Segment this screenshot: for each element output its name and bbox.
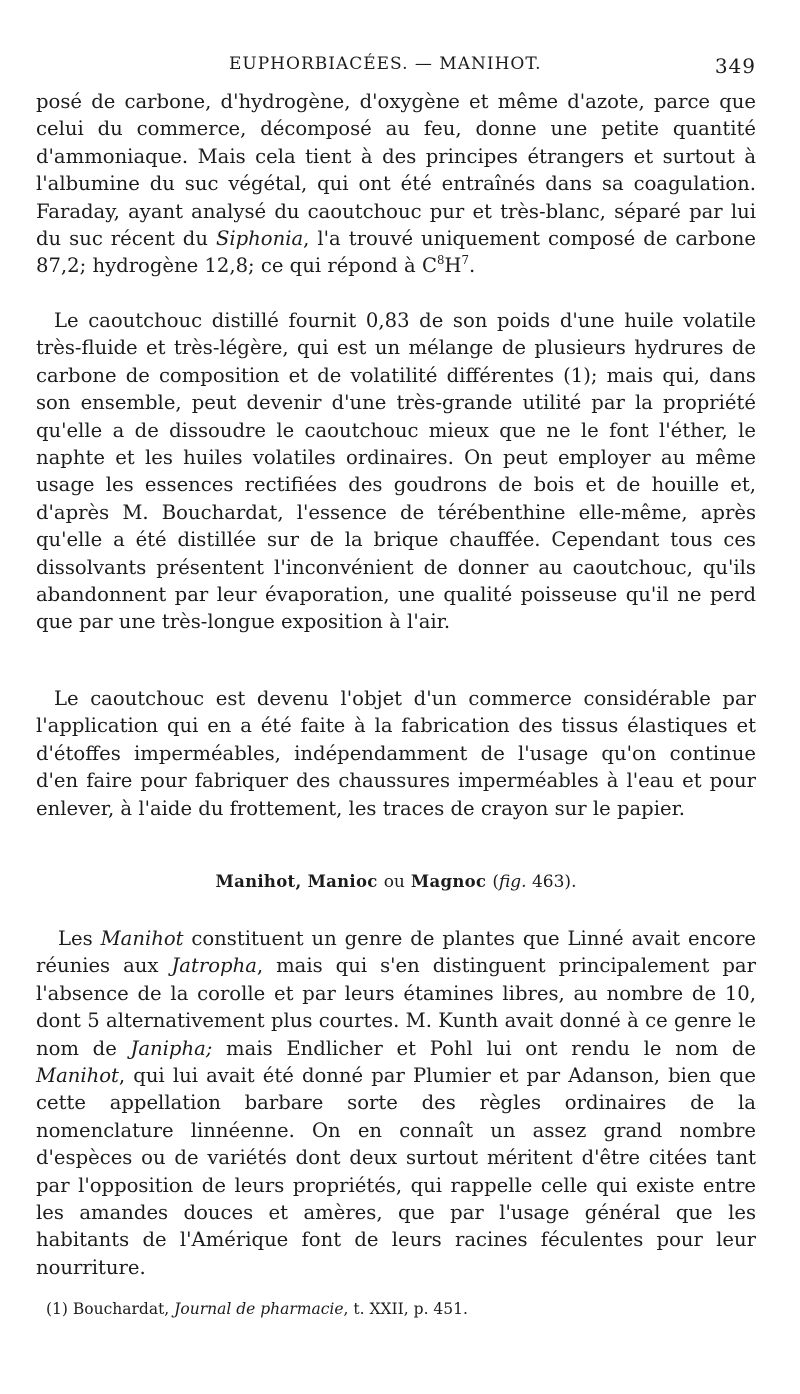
- italic-genus: Janipha;: [130, 1036, 213, 1060]
- running-title: EUPHORBIACÉES. — MANIHOT.: [229, 54, 542, 74]
- text-run: constituent un genre de plantes que Linné avait encore réunies aux: [36, 927, 757, 978]
- paragraph-caoutchouc-commerce: Le caoutchouc est devenu l'objet d'un commerce considérable par l'application qui en a été faite à la fabrication des tissus élastiques et d'étoffes imperméables, indépendamment de l'usage qu'on continue d'en faire pour fabriquer des chaussures imperméables à l'eau et pour enlever, à l'aide du frottement, les traces de crayon sur le papier.: [36, 687, 756, 820]
- figure-reference: [492, 872, 576, 892]
- text-run: mais Endlicher et Pohl lui ont rendu le nom de: [212, 1036, 757, 1060]
- footnote-journal: Journal de pharmacie: [174, 1300, 344, 1318]
- paren: (: [492, 872, 499, 892]
- italic-genus: Jatropha: [171, 954, 257, 978]
- heading-connector: ou: [383, 872, 405, 892]
- text-run: Les: [58, 927, 101, 950]
- footnote-author: Bouchardat,: [67, 1300, 175, 1318]
- italic-genus: Manihot: [36, 1064, 119, 1088]
- running-header: [36, 50, 756, 80]
- text-run: .: [469, 254, 476, 278]
- heading-manioc: Manioc: [307, 872, 378, 891]
- subscript-hydrogen: 7: [461, 253, 469, 268]
- section-heading: [36, 870, 756, 892]
- text-run: , mais qui s'en distinguent principalement par l'absence de la corolle et par leurs étamines libres, au nombre de 10, dont 5 alternativement plus courtes. M. Kunth avait donné à ce genre le nom de: [36, 954, 756, 1060]
- footnote-citation: , t. XXII, p. 451.: [343, 1300, 468, 1318]
- heading-manihot: Manihot,: [215, 872, 302, 891]
- text-run: , qui lui avait été donné par Plumier et par Adanson, bien que cette appellation barbare sorte des règles ordinaires de la nomenclature linnéenne. On en connaît un assez grand nombre d'espèces ou de variétés dont deux surtout méritent d'être citées tant par l'opposition de leurs propriétés, qui rappelle celle qui existe entre les amandes douces et amères, que par l'usage général que les habitants de l'Amérique font de leurs racines féculentes pour leur nourriture.: [36, 1064, 756, 1279]
- text-run: , l'a trouvé uniquement composé de carbone 87,2; hydrogène 12,8; ce qui répond à C: [36, 227, 756, 278]
- paragraph-manihot-genus: [36, 925, 756, 1281]
- book-page: [36, 0, 756, 1394]
- page-number: 349: [714, 54, 756, 78]
- figure-number: 463).: [531, 872, 577, 892]
- italic-genus: Siphonia: [215, 227, 304, 251]
- paragraph-caoutchouc-composition: [36, 88, 756, 280]
- subscript-carbon: 8: [436, 253, 445, 268]
- text-run: H: [444, 254, 462, 278]
- paragraph-caoutchouc-distillation: Le caoutchouc distillé fournit 0,83 de son poids d'une huile volatile très-fluide et très-légère, qui est un mélange de plusieurs hydrures de carbone de composition et de volatilité différentes (1); mais qui, dans son ensemble, peut devenir d'une très-grande utilité par la propriété qu'elle a de dissoudre le caoutchouc mieux que ne le font l'éther, le naphte et les huiles volatiles ordinaires. On peut employer au même usage les essences rectifiées des goudrons de bois et de houille et, d'après M. Bouchardat, l'essence de térébenthine elle-même, après qu'elle a été distillée sur de la brique chauffée. Cependant tous ces dissolvants présentent l'inconvénient de donner au caoutchouc, qu'ils abandonnent par leur évaporation, une qualité poisseuse qu'il ne perd que par une très-longue exposition à l'air.: [36, 309, 756, 634]
- italic-genus: Manihot: [100, 927, 184, 950]
- footnote: [46, 1298, 756, 1320]
- heading-magnoc: Magnoc: [410, 872, 487, 891]
- figure-label: fig.: [498, 872, 527, 892]
- text-run: posé de carbone, d'hydrogène, d'oxygène et même d'azote, parce que celui du commerce, décomposé au feu, donne une petite quantité d'ammoniaque. Mais cela tient à des principes étrangers et surtout à l'albumine du suc végétal, qui ont été entraînés dans sa coagulation. Faraday, ayant analysé du caoutchouc pur et très-blanc, séparé par lui du suc récent du: [36, 90, 756, 251]
- footnote-marker: (1): [46, 1300, 68, 1318]
